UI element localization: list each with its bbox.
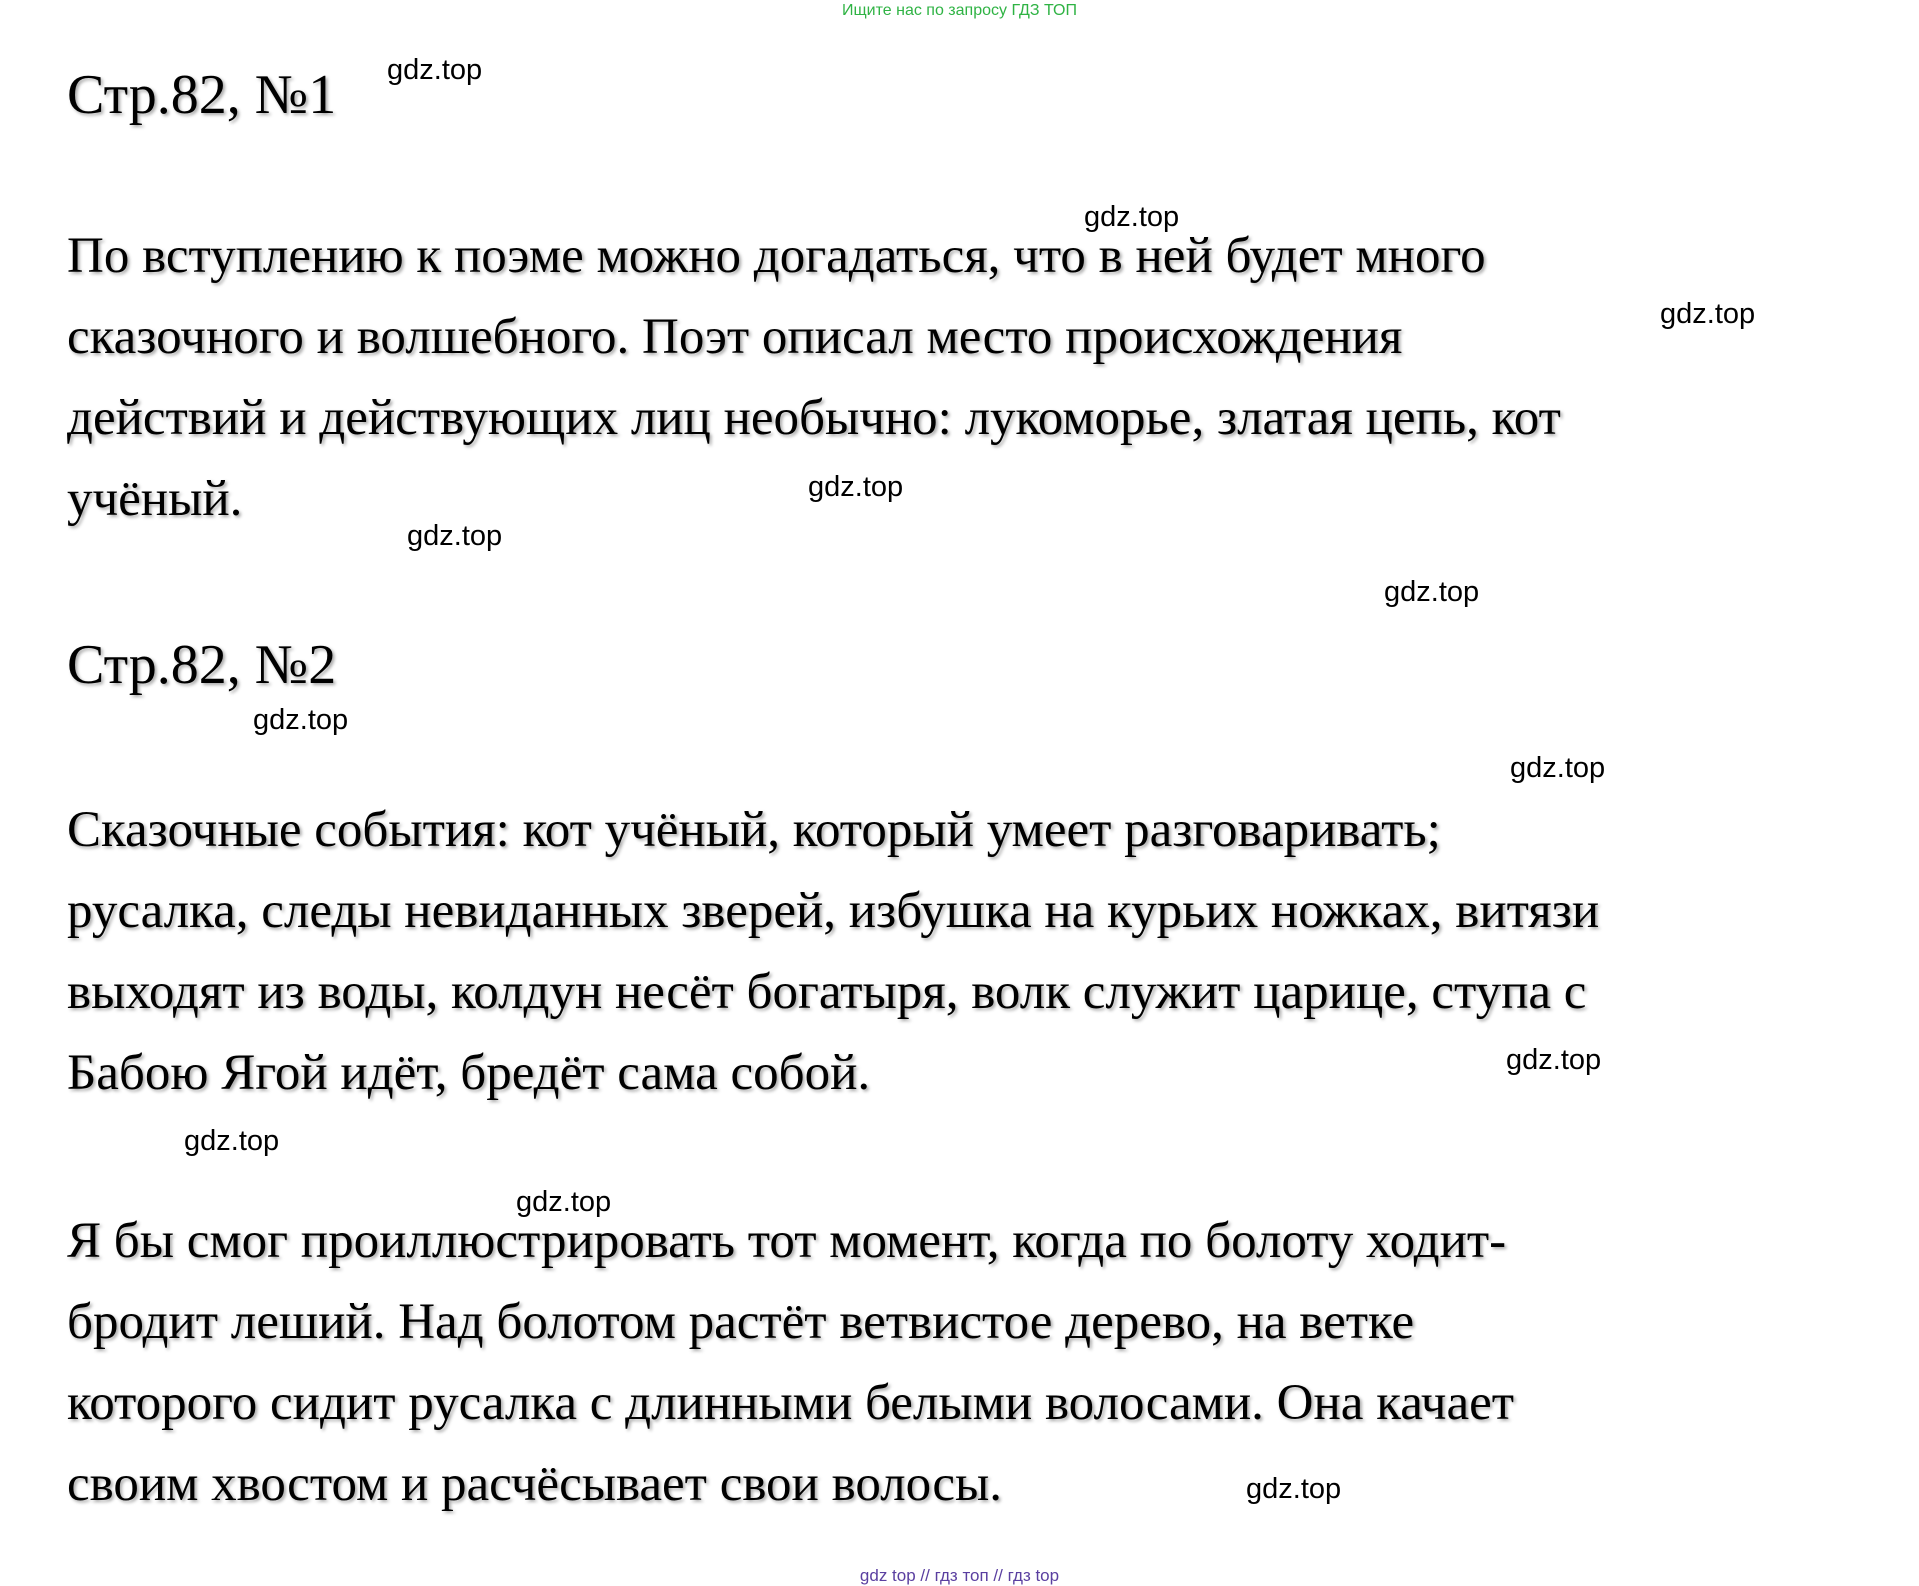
paragraph-line: По вступлению к поэме можно догадаться, что в ней будет много — [67, 228, 1486, 284]
section-1-heading: Стр.82, №1 — [67, 64, 337, 126]
watermark: gdz.top — [808, 471, 904, 503]
paragraph-line: действий и действующих лиц необычно: лукоморье, златая цепь, кот — [67, 390, 1561, 446]
watermark: gdz.top — [253, 704, 349, 736]
paragraph-line: бродит леший. Над болотом растёт ветвистое дерево, на ветке — [67, 1294, 1415, 1350]
paragraph-line: своим хвостом и расчёсывает свои волосы. — [67, 1456, 1003, 1512]
watermark: gdz.top — [1246, 1473, 1342, 1505]
paragraph-line: которого сидит русалка с длинными белыми волосами. Она качает — [67, 1375, 1515, 1431]
watermark: gdz.top — [516, 1186, 612, 1218]
section-2-heading: Стр.82, №2 — [67, 634, 337, 696]
watermark: gdz.top — [1384, 576, 1480, 608]
paragraph-line: Сказочные события: кот учёный, который умеет разговаривать; — [67, 802, 1441, 858]
paragraph-line: Бабою Ягой идёт, бредёт сама собой. — [67, 1045, 871, 1101]
watermark: gdz.top — [407, 520, 503, 552]
section-2-paragraph — [67, 790, 1602, 1114]
watermark: gdz.top — [1510, 752, 1606, 784]
search-banner: Ищите нас по запросу ГДЗ ТОП — [842, 2, 1077, 19]
paragraph-line: Я бы смог проиллюстрировать тот момент, когда по болоту ходит- — [67, 1213, 1507, 1269]
watermark: gdz.top — [1506, 1044, 1602, 1076]
footer-watermark: gdz top // гдз топ // гдз top — [859, 1566, 1060, 1585]
paragraph-line: сказочного и волшебного. Поэт описал место происхождения — [67, 309, 1403, 365]
watermark: gdz.top — [1660, 298, 1756, 330]
paragraph-line: выходят из воды, колдун несёт богатыря, волк служит царице, ступа с — [67, 964, 1587, 1020]
paragraph-line: русалка, следы невиданных зверей, избушка на курьих ножках, витязи — [67, 883, 1600, 939]
watermark: gdz.top — [1084, 201, 1180, 233]
watermark: gdz.top — [387, 54, 483, 86]
watermark: gdz.top — [184, 1125, 280, 1157]
paragraph-line: учёный. — [67, 471, 243, 527]
